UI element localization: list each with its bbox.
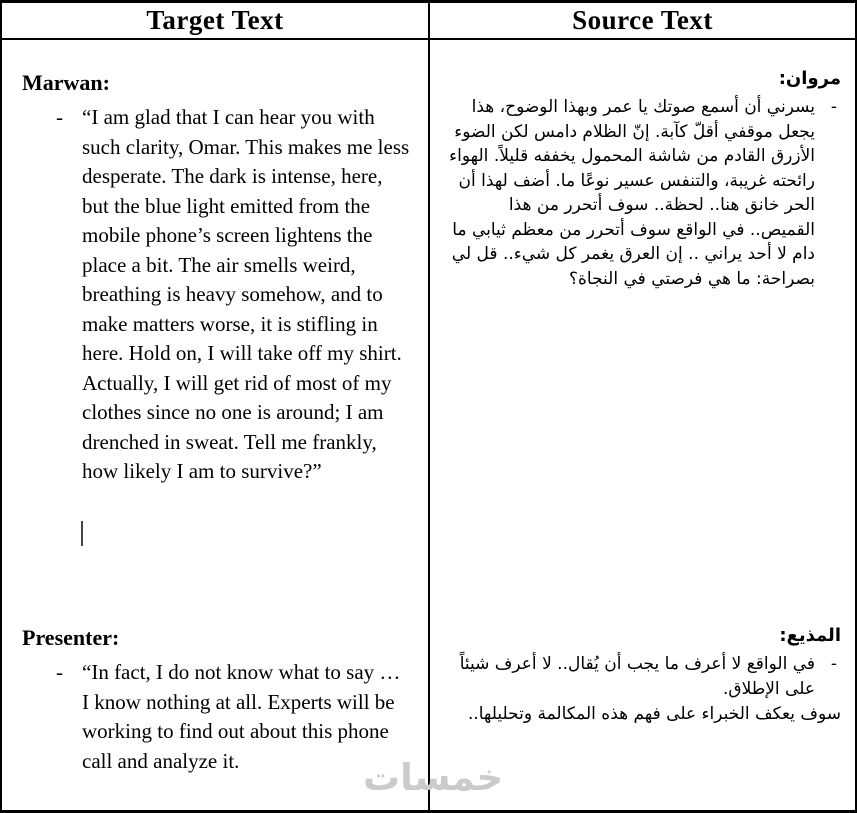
target-text-header: Target Text (2, 3, 430, 40)
marwan-source-text: يسرني أن أسمع صوتك يا عمر وبهذا الوضوح، هذا يجعل موقفي أقلّ كآبة. إنّ الظلام دامس لكن الضوء الأزرق القادم من شاشة المحمول يخففه قليلاً. الهواء رائحته غريبة، والتنفس عسير نوعًا ما. أضف لهذا أن الحر خانق هنا.. لحظة.. سوف أتحرر من هذا القميص.. في الواقع سوف أتحرر من معظم ثيابي ما دام لا أحد يراني .. إن العرق يغمر كل شيء.. قل لي بصراحة: ما هي فرصتي في النجاة؟ (449, 97, 815, 289)
presenter-source-continuation: سوف يعكف الخبراء على فهم هذه المكالمة وتحليلها.. (467, 704, 841, 724)
dash-bullet: - (830, 654, 837, 674)
text-cursor (81, 521, 83, 546)
presenter-source-block (442, 625, 841, 727)
source-text-cell (430, 40, 855, 810)
dash-bullet: - (56, 105, 63, 129)
dash-bullet: - (830, 97, 837, 117)
marwan-speaker-label-ar: مروان: (778, 68, 841, 89)
source-text-header: Source Text (430, 3, 855, 40)
target-text-cell (2, 40, 430, 810)
presenter-target-text: “In fact, I do not know what to say … I know nothing at all. Experts will be working to find out about this phone call and analyze it. (82, 660, 401, 773)
marwan-target-paragraph (22, 103, 412, 487)
presenter-source-paragraph (442, 652, 841, 701)
khamsat-watermark: خمسات (363, 756, 504, 799)
marwan-target-text: “I am glad that I can hear you with such clarity, Omar. This makes me less desperate. The dark is intense, here, but the blue light emitted from the mobile phone’s screen lightens the place a bit. The air smells weird, breathing is heavy somehow, and to make matters worse, it is stifling in here. Hold on, I will take off my shirt. Actually, I will get rid of most of my clothes since no one is around; I am drenched in sweat. Tell me frankly, how likely I am to survive?” (82, 105, 410, 483)
dash-bullet: - (56, 660, 63, 684)
presenter-source-text: في الواقع لا أعرف ما يجب أن يُقال.. لا أعرف شيئاً على الإطلاق. (459, 654, 815, 699)
presenter-speaker-label-ar: المذيع: (779, 625, 841, 646)
presenter-speaker-label-en: Presenter: (22, 625, 120, 650)
marwan-source-paragraph (442, 95, 841, 291)
marwan-speaker-label-en: Marwan: (22, 70, 110, 95)
presenter-target-paragraph (22, 658, 412, 776)
presenter-target-block (22, 625, 412, 776)
